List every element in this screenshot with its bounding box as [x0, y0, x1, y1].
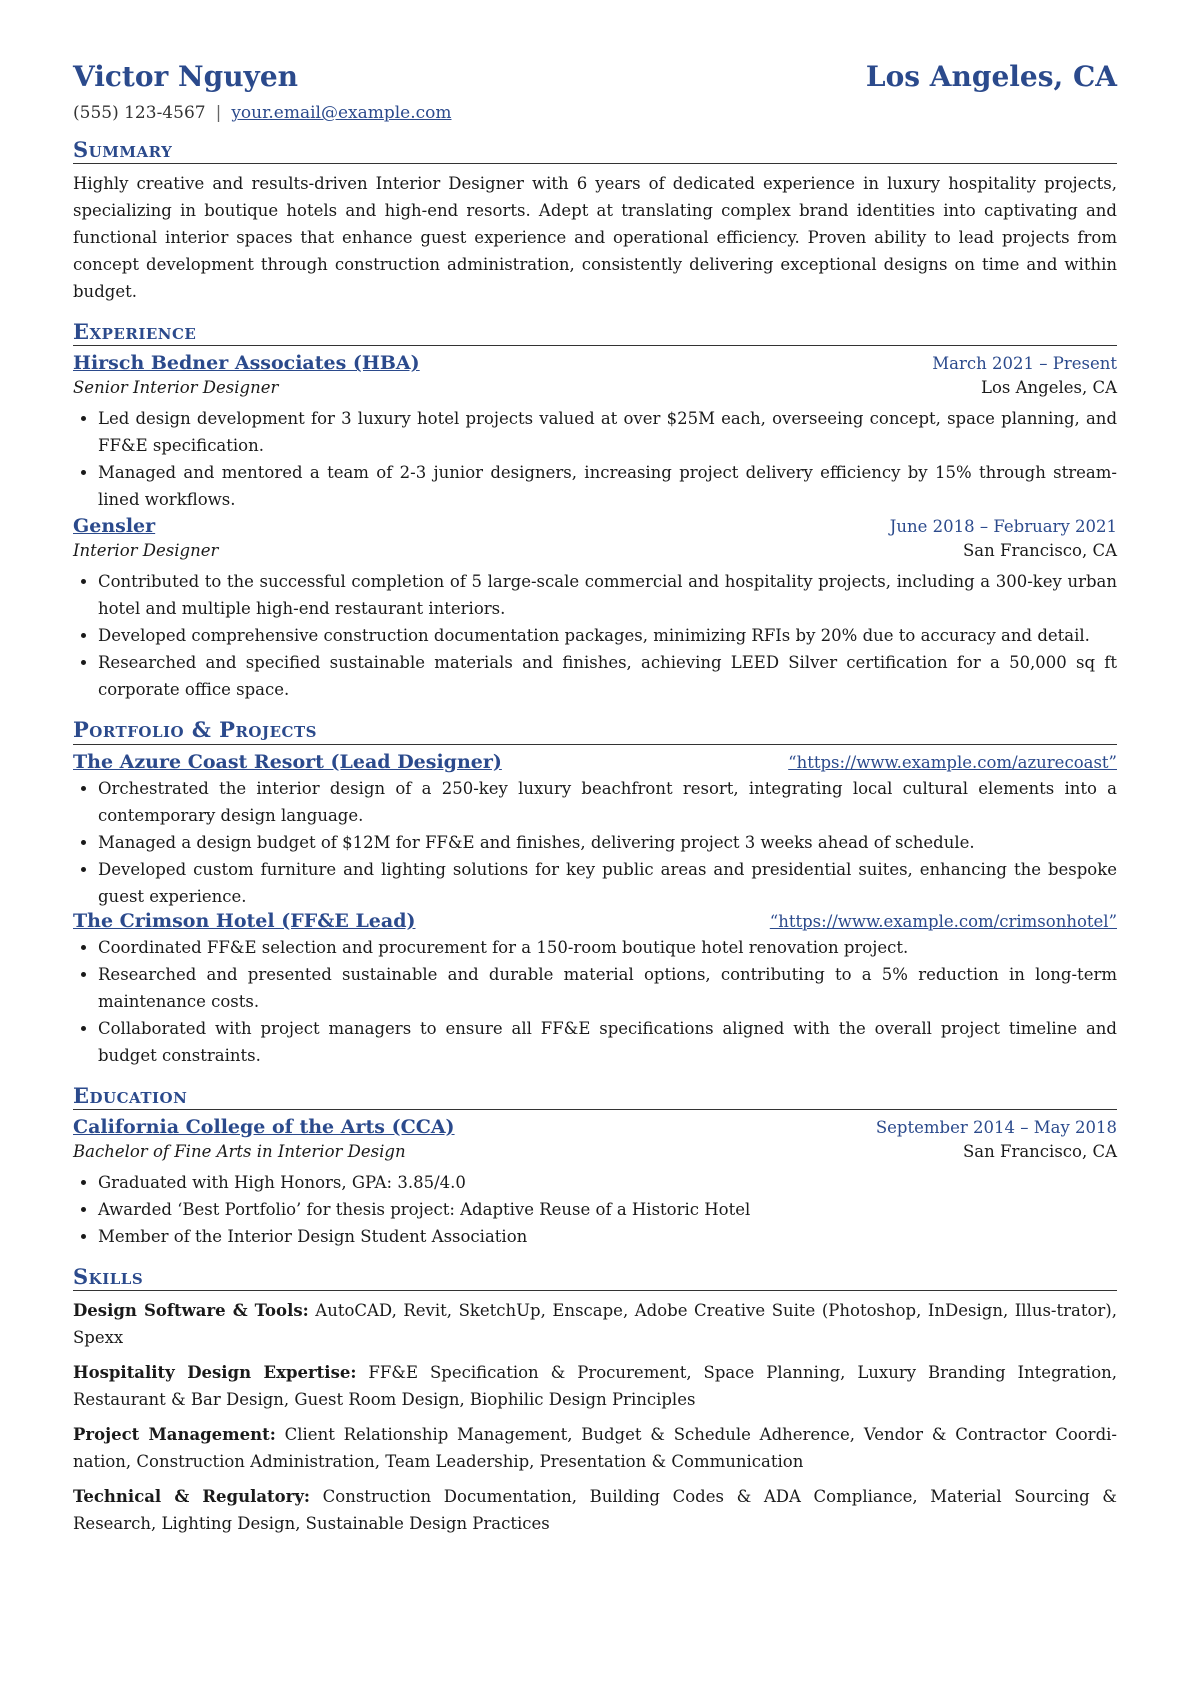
job-location: Los Angeles, CA	[980, 378, 1117, 398]
skill-group	[73, 1297, 1117, 1351]
skill-text: AutoCAD, Revit, SketchUp, Enscape, Adobe Creative Suite (Photoshop, InDesign, Illus-trator), Spexx	[73, 1300, 1117, 1347]
job-role: Interior Designer	[73, 541, 219, 561]
job-bullets	[73, 405, 1117, 513]
project-url-link[interactable]: “https://www.example.com/crimsonhotel”	[769, 911, 1117, 931]
bullet-item: • Managed and mentored a team of 2-3 junior designers, increasing project delivery efficiency by 15% through stream-lined workflows.	[98, 459, 1117, 513]
education-subheader	[73, 1142, 1117, 1161]
bullet-item: • Developed comprehensive construction documentation packages, minimizing RFIs by 20% due to accuracy and detail.	[98, 622, 1117, 649]
skill-label: Design Software & Tools:	[73, 1300, 309, 1320]
skill-text: Client Relationship Management, Budget & Schedule Adherence, Vendor & Contractor Coordi-nation, Construction Administration, Team Leadership, Presentation & Communication	[73, 1424, 1117, 1471]
bullet-item: • Researched and presented sustainable and durable material options, contributing to a 5% reduction in long-term maintenance costs.	[98, 961, 1117, 1015]
bullet-item: • Managed a design budget of $12M for FF&E and finishes, delivering project 3 weeks ahead of schedule.	[98, 829, 1117, 856]
company-link[interactable]: Hirsch Bedner Associates (HBA)	[73, 352, 420, 375]
summary-text: Highly creative and results-driven Interior Designer with 6 years of dedicated experience in luxury hospitality projects, specializing in boutique hotels and high-end resorts. Adept at translating complex brand identities into captivating and functional interior spaces that enhance guest experience and operational efficiency. Proven ability to lead projects from concept development through construction administration, consistently delivering exceptional designs on time and within budget.	[73, 174, 1117, 302]
bullet-item: • Coordinated FF&E selection and procurement for a 150-room boutique hotel renovation project.	[98, 934, 1117, 961]
skill-label: Project Management:	[73, 1424, 276, 1444]
skills-heading: Skills	[73, 1264, 1117, 1291]
bullet-item: • Member of the Interior Design Student Association	[98, 1223, 1117, 1250]
job-dates: March 2021 – Present	[932, 354, 1117, 374]
bullet-item: • Orchestrated the interior design of a 250-key luxury beachfront resort, integrating local cultural elements into a contemporary design language.	[98, 775, 1117, 829]
education-bullets	[73, 1169, 1117, 1250]
contact-separator: |	[215, 103, 222, 123]
job-bullets	[73, 568, 1117, 703]
job-subheader	[73, 541, 1117, 560]
bullet-item: • Researched and specified sustainable materials and finishes, achieving LEED Silver certification for a 50,000 sq ft corporate office space.	[98, 649, 1117, 703]
job-dates: June 2018 – February 2021	[889, 517, 1117, 537]
project-bullets	[73, 775, 1117, 910]
project-header	[73, 910, 1117, 932]
project-name-link[interactable]: The Crimson Hotel (FF&E Lead)	[73, 909, 416, 932]
company-link[interactable]: Gensler	[73, 515, 156, 538]
project-bullets	[73, 934, 1117, 1069]
education-dates: September 2014 – May 2018	[875, 1117, 1117, 1137]
job-header	[73, 352, 1117, 374]
skill-label: Technical & Regulatory:	[73, 1486, 311, 1506]
bullet-item: • Awarded ‘Best Portfolio’ for thesis project: Adaptive Reuse of a Historic Hotel	[98, 1196, 1117, 1223]
education-heading: Education	[73, 1083, 1117, 1110]
bullet-item: • Collaborated with project managers to ensure all FF&E specifications aligned with the overall project timeline and budget constraints.	[98, 1015, 1117, 1069]
candidate-name: Victor Nguyen	[73, 60, 298, 93]
project-url-link[interactable]: “https://www.example.com/azurecoast”	[788, 752, 1117, 772]
experience-heading: Experience	[73, 319, 1117, 346]
contact-line	[73, 103, 1117, 123]
degree: Bachelor of Fine Arts in Interior Design	[73, 1141, 406, 1161]
header	[73, 60, 1117, 93]
skill-group	[73, 1359, 1117, 1413]
bullet-item: • Developed custom furniture and lighting solutions for key public areas and presidential suites, enhancing the bespoke guest experience.	[98, 856, 1117, 910]
bullet-item: • Graduated with High Honors, GPA: 3.85/4.0	[98, 1169, 1117, 1196]
projects-heading: Portfolio & Projects	[73, 717, 1117, 744]
job-location: San Francisco, CA	[962, 541, 1117, 561]
school-link[interactable]: California College of the Arts (CCA)	[73, 1115, 455, 1138]
job-subheader	[73, 378, 1117, 397]
skill-group	[73, 1483, 1117, 1537]
project-header	[73, 751, 1117, 773]
project-name-link[interactable]: The Azure Coast Resort (Lead Designer)	[73, 750, 502, 773]
skill-group	[73, 1421, 1117, 1475]
job-role: Senior Interior Designer	[73, 378, 279, 398]
bullet-item: • Led design development for 3 luxury hotel projects valued at over $25M each, overseeing concept, space planning, and FF&E specification.	[98, 405, 1117, 459]
email-link[interactable]: your.email@example.com	[231, 103, 452, 123]
skill-label: Hospitality Design Expertise:	[73, 1362, 357, 1382]
skill-text: Construction Documentation, Building Codes & ADA Compliance, Material Sourcing & Research, Lighting Design, Sustainable Design Practices	[73, 1486, 1117, 1533]
phone: (555) 123-4567	[73, 103, 206, 123]
bullet-item: • Contributed to the successful completion of 5 large-scale commercial and hospitality projects, including a 300-key urban hotel and multiple high-end restaurant interiors.	[98, 568, 1117, 622]
skill-text: FF&E Specification & Procurement, Space Planning, Luxury Branding Integration, Restaurant & Bar Design, Guest Room Design, Biophilic Design Principles	[73, 1362, 1117, 1409]
education-header	[73, 1116, 1117, 1138]
education-location: San Francisco, CA	[962, 1141, 1117, 1161]
job-header	[73, 515, 1117, 537]
summary-heading: Summary	[73, 137, 1117, 164]
header-location: Los Angeles, CA	[865, 60, 1117, 93]
